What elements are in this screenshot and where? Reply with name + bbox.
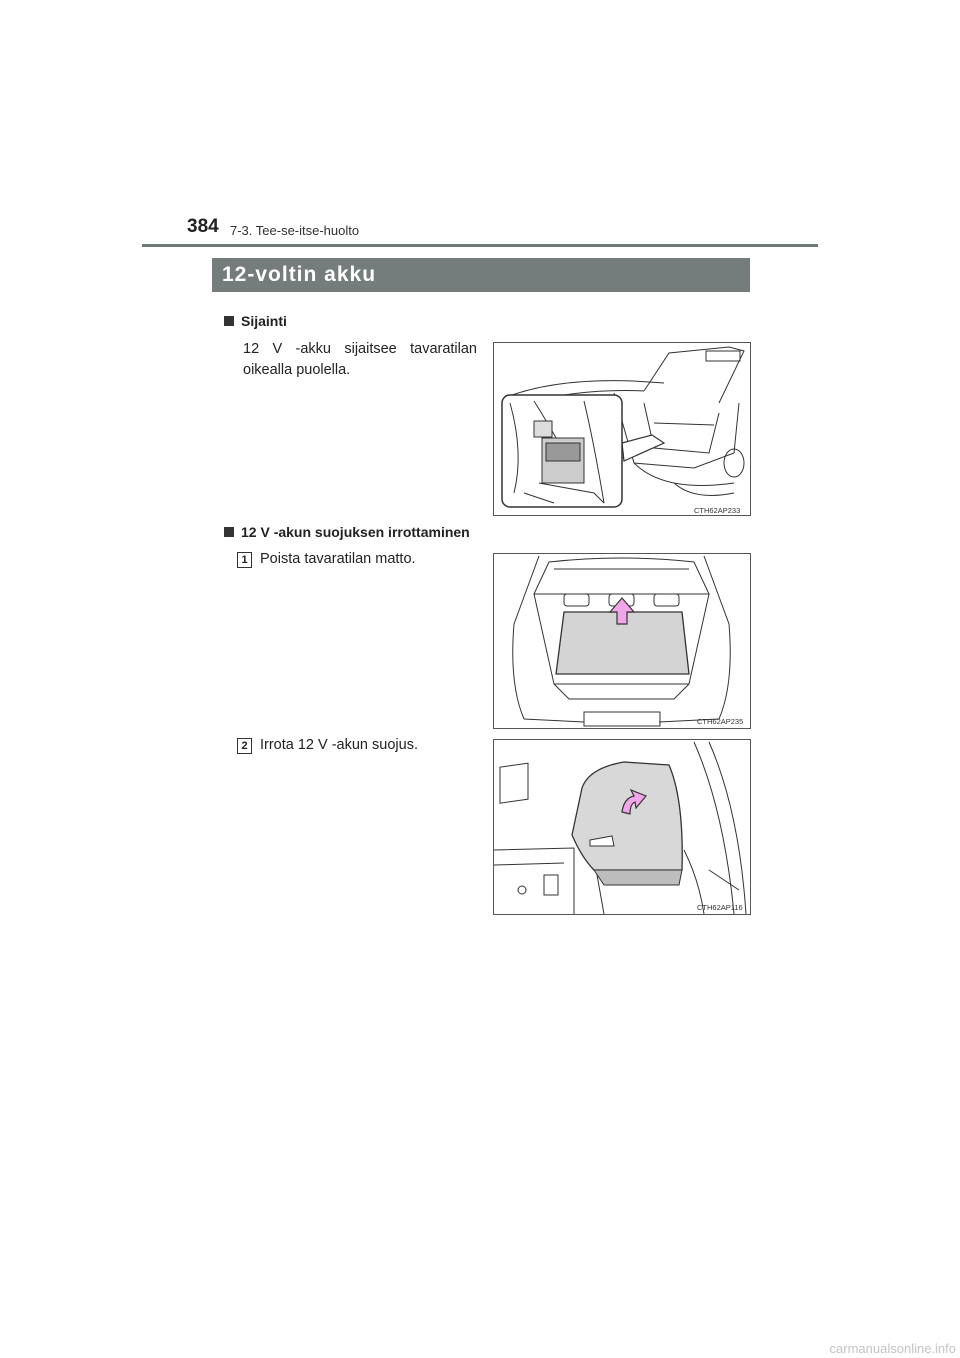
figure-code: CTH62AP235 [697,717,744,726]
sub-heading-text: Sijainti [241,313,287,329]
header-rule [142,244,818,247]
location-text-line1: 12 V -akku sijaitsee tavaratilan [243,341,477,357]
section-path: 7-3. Tee-se-itse-huolto [230,223,360,238]
car-rear-illustration [494,343,750,515]
step-number-1: 1 [237,552,252,568]
step-text-1: Poista tavaratilan matto. [260,551,416,567]
step-number-2: 2 [237,738,252,754]
location-text [243,339,477,381]
square-bullet-icon [224,527,234,537]
figure-battery-location [493,342,751,516]
figure-remove-cover [493,739,751,915]
square-bullet-icon [224,316,234,326]
sub-heading-location [224,313,287,329]
sub-heading-text: 12 V -akun suojuksen irrottaminen [241,524,470,540]
watermark: carmanualsonline.info [829,1341,956,1356]
page-number: 384 [187,216,219,237]
figure-code: CTH62AP233 [694,506,741,515]
battery-cover-illustration [494,740,750,914]
trunk-illustration [494,554,750,728]
figure-code: CTH62AP116 [697,903,743,912]
page-title: 12-voltin akku [212,258,750,292]
sub-heading-cover-removal [224,524,470,540]
figure-remove-mat [493,553,751,729]
step-text-2: Irrota 12 V -akun suojus. [260,737,418,753]
location-text-line2: oikealla puolella. [243,362,351,378]
